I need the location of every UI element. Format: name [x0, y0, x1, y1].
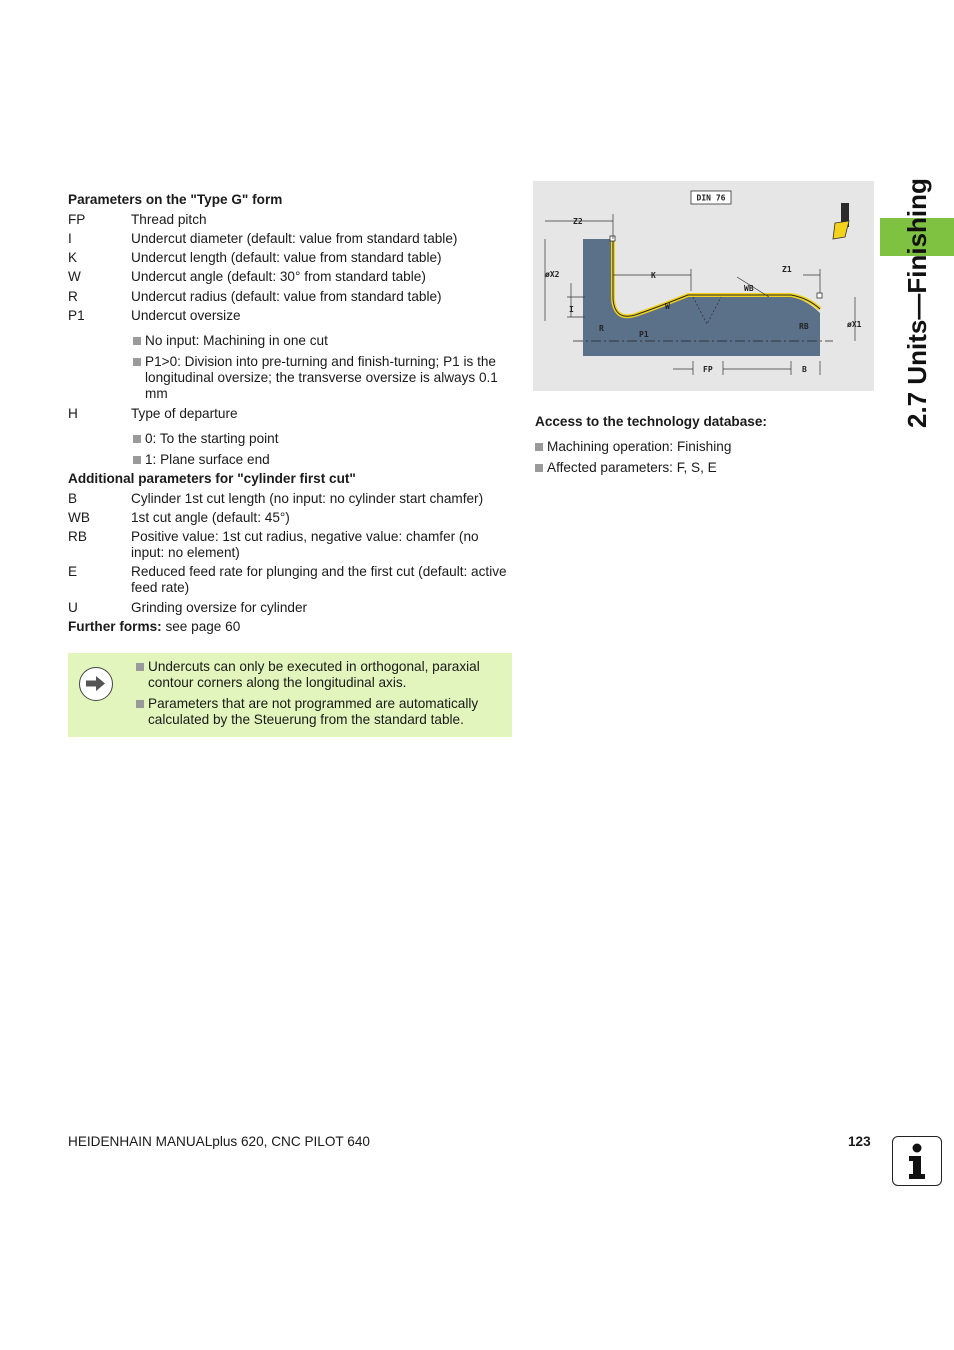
param-desc: Cylinder 1st cut length (no input: no cylinder start chamfer): [131, 491, 484, 506]
label-b: B: [802, 365, 807, 374]
note-item: [136, 696, 502, 728]
label-i: I: [569, 305, 574, 314]
list-item: [133, 431, 503, 447]
param-desc: Grinding oversize for cylinder: [131, 600, 308, 615]
bullet-square-icon: [133, 358, 141, 366]
param-desc: Reduced feed rate for plunging and the first cut (default: active feed rate): [131, 564, 507, 595]
param-desc: Type of departure: [131, 406, 238, 421]
page-number: 123: [848, 1134, 871, 1149]
bullet-square-icon: [535, 464, 543, 472]
param-desc: Thread pitch: [131, 212, 207, 227]
param-code: H: [68, 406, 78, 421]
param-desc: Undercut length (default: value from standard table): [131, 250, 442, 265]
param-code: R: [68, 289, 78, 304]
label-fp: FP: [703, 365, 713, 374]
param-code: U: [68, 600, 78, 615]
bullet-square-icon: [136, 663, 144, 671]
list-item-text: No input: Machining in one cut: [145, 333, 328, 348]
label-x2: øX2: [545, 270, 560, 279]
param-desc: 1st cut angle (default: 45°): [131, 510, 290, 525]
list-item: [133, 354, 503, 402]
bullet-square-icon: [133, 456, 141, 464]
param-code: RB: [68, 529, 87, 544]
label-k: K: [651, 271, 656, 280]
param-code: P1: [68, 308, 85, 323]
section-tab-title: 2.7 Units—Finishing: [902, 178, 932, 428]
arrow-right-icon: [79, 667, 113, 701]
list-item: [535, 460, 865, 476]
further-forms-link[interactable]: see page 60: [165, 619, 241, 634]
params-type-g-heading: Parameters on the "Type G" form: [68, 192, 283, 207]
param-code: WB: [68, 510, 90, 525]
param-code: FP: [68, 212, 86, 227]
further-forms: [68, 619, 240, 635]
param-code: W: [68, 269, 81, 284]
list-item-text: 0: To the starting point: [145, 431, 279, 446]
param-code: B: [68, 491, 78, 506]
label-rb: RB: [799, 322, 809, 331]
bullet-square-icon: [133, 337, 141, 345]
figure-badge: DIN 76: [696, 193, 726, 203]
list-item-text: P1>0: Division into pre-turning and finish-turning; P1 is the longitudinal oversize; the transverse oversize is always 0.1 mm: [145, 354, 498, 401]
label-p1: P1: [639, 330, 649, 339]
undercut-figure: [533, 181, 874, 391]
note-item: [136, 659, 502, 691]
param-desc: Positive value: 1st cut radius, negative value: chamfer (no input: no element): [131, 529, 479, 560]
label-x1: øX1: [847, 320, 862, 329]
note-item-text: Parameters that are not programmed are automatically calculated by the Steuerung from the standard table.: [148, 696, 479, 727]
param-desc: Undercut radius (default: value from standard table): [131, 289, 442, 304]
footer-title: HEIDENHAIN MANUALplus 620, CNC PILOT 640: [68, 1134, 370, 1149]
bullet-square-icon: [535, 443, 543, 451]
label-r: R: [599, 324, 604, 333]
label-z1: Z1: [782, 265, 792, 274]
bullet-square-icon: [133, 435, 141, 443]
list-item: [133, 333, 503, 349]
turning-tool-icon: [833, 203, 849, 239]
list-item: [535, 439, 865, 455]
list-item: [133, 452, 503, 468]
param-code: E: [68, 564, 78, 579]
info-icon: [892, 1136, 942, 1186]
list-item-text: Machining operation: Finishing: [547, 439, 732, 454]
param-desc: Undercut oversize: [131, 308, 241, 323]
list-item-text: Affected parameters: F, S, E: [547, 460, 717, 475]
bullet-square-icon: [136, 700, 144, 708]
params-cylinder-heading: Additional parameters for "cylinder first cut": [68, 471, 356, 486]
label-z2: Z2: [573, 217, 583, 226]
workpiece-shape: [583, 239, 820, 356]
list-item-text: 1: Plane surface end: [145, 452, 270, 467]
note-item-text: Undercuts can only be executed in orthogonal, paraxial contour corners along the longitudinal axis.: [148, 659, 480, 690]
label-wb: WB: [744, 284, 754, 293]
further-forms-label: Further forms:: [68, 619, 162, 634]
tech-db-heading: Access to the technology database:: [535, 414, 767, 429]
param-desc: Undercut diameter (default: value from standard table): [131, 231, 458, 246]
param-desc: Undercut angle (default: 30° from standard table): [131, 269, 426, 284]
label-w: W: [665, 302, 670, 311]
param-code: I: [68, 231, 72, 246]
param-code: K: [68, 250, 78, 265]
